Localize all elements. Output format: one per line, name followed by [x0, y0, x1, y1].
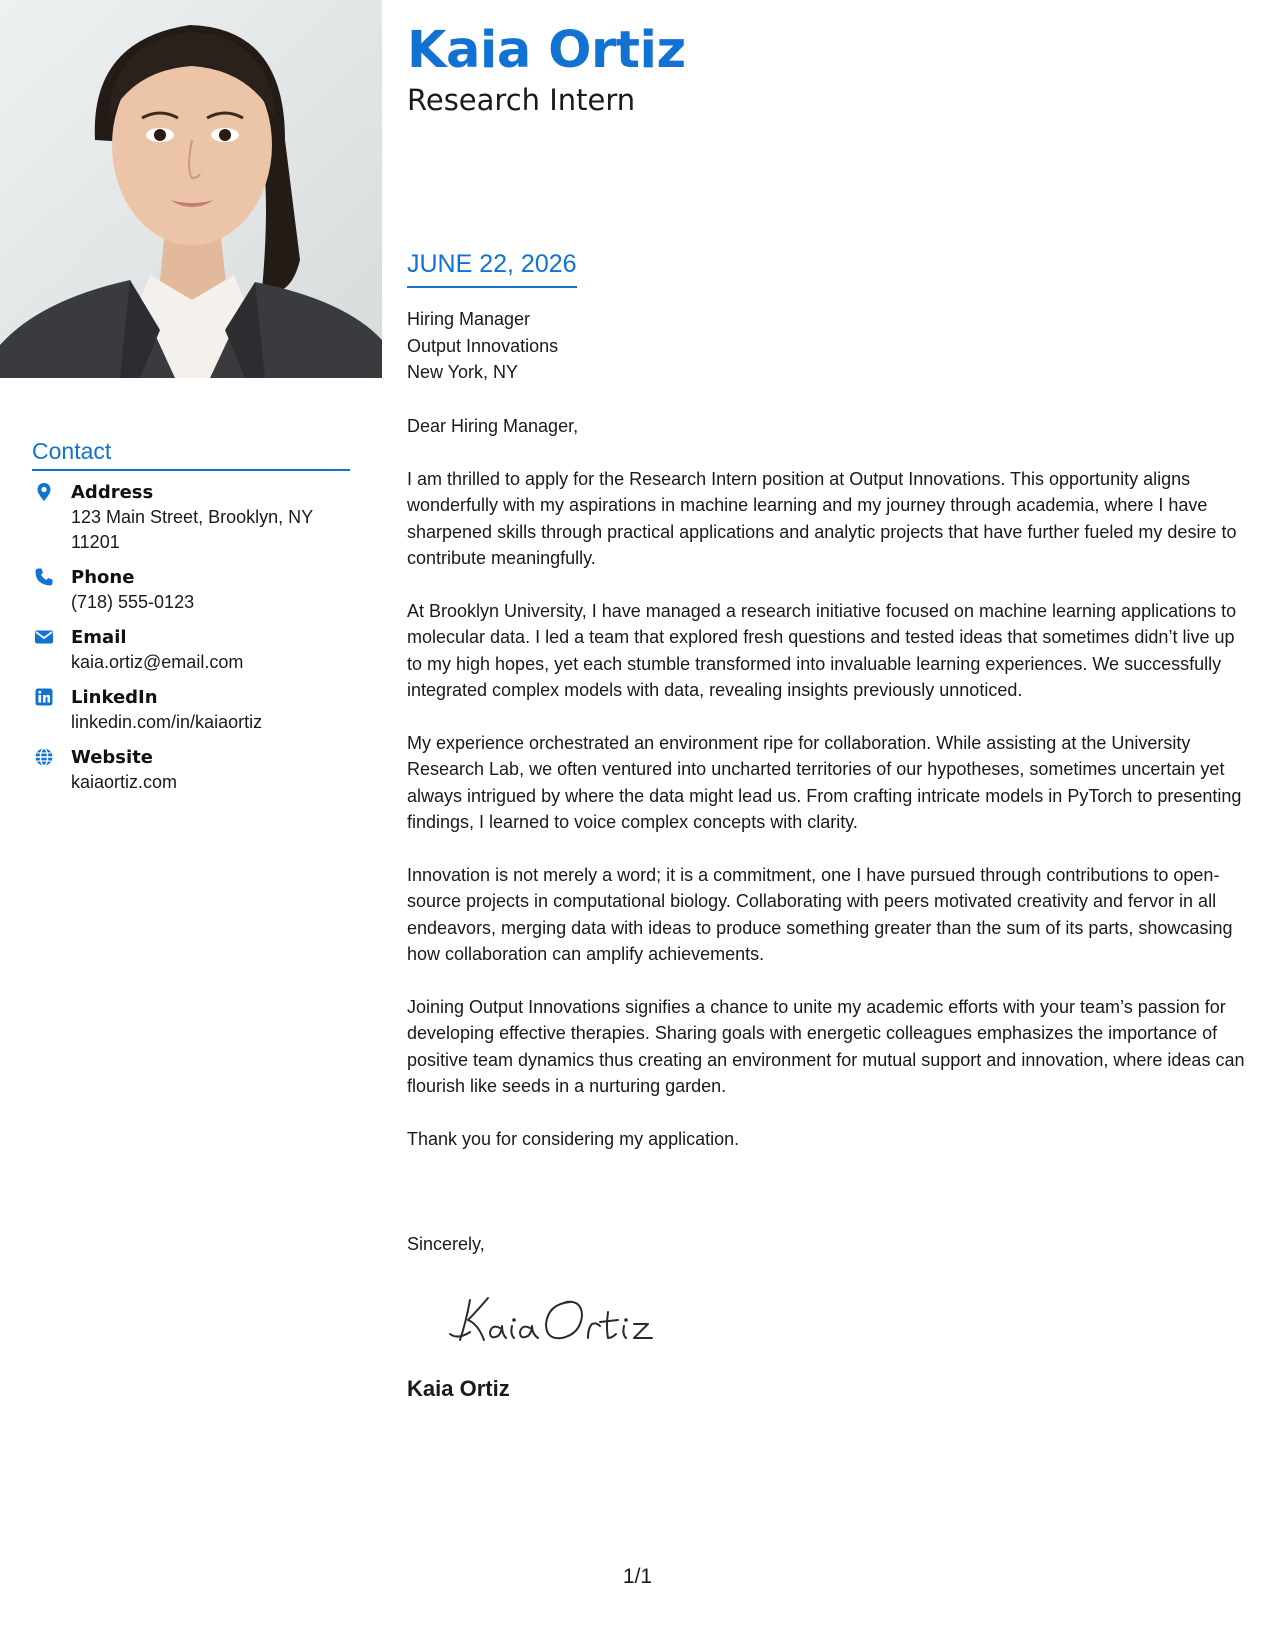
contact-email [32, 625, 352, 675]
letter-closing: Sincerely, [407, 1234, 485, 1254]
letter-paragraph: My experience orchestrated an environment ripe for collaboration. While assisting at the University Research Lab, we often ventured into uncharted territories of our hypotheses, sometimes uncertain yet always intrigued by where the data might lead us. From crafting intricate models in PyTorch to presenting findings, I learned to voice complex concepts with clarity. [407, 732, 1242, 832]
contact-list [32, 480, 352, 805]
letter-body [407, 413, 1245, 1178]
contact-value[interactable]: kaiaortiz.com [71, 772, 178, 792]
contact-value: 123 Main Street, Brooklyn, NY 11201 [71, 507, 313, 552]
phone-icon [34, 567, 54, 587]
profile-photo [0, 0, 382, 378]
handwritten-signature [448, 1282, 678, 1352]
contact-website [32, 745, 352, 795]
letter-paragraph: At Brooklyn University, I have managed a research initiative focused on machine learning applications to molecular data. I led a team that explored fresh questions and tested ideas that sometimes didn’t live up to my high hopes, yet each stumble transformed into invaluable learning experiences. We successfully integrated complex models with data, revealing insights previously unnoticed. [407, 600, 1237, 700]
recipient-title: Hiring Manager [407, 309, 531, 329]
linkedin-icon [34, 687, 54, 707]
signer-name: Kaia Ortiz [407, 1376, 510, 1401]
location-pin-icon [34, 482, 54, 502]
contact-address [32, 480, 352, 555]
letter-greeting: Dear Hiring Manager, [407, 416, 579, 436]
globe-icon [34, 747, 54, 767]
contact-heading: Contact [32, 436, 350, 471]
recipient-block [407, 306, 558, 386]
contact-label: Website [71, 747, 154, 768]
candidate-name: Kaia Ortiz [407, 21, 686, 80]
recipient-company: Output Innovations [407, 335, 559, 356]
contact-label: LinkedIn [71, 687, 158, 708]
page-number: 1/1 [622, 1565, 653, 1588]
letter-date: JUNE 22, 2026 [407, 248, 577, 288]
envelope-icon [34, 627, 54, 647]
letter-paragraph: I am thrilled to apply for the Research Intern position at Output Innovations. This opportunity aligns wonderfully with my aspirations in machine learning and my journey through academia, where I have sharpened skills through practical applications and analytic projects that have further fueled my desire to contribute meaningfully. [407, 468, 1237, 568]
letter-paragraph: Innovation is not merely a word; it is a commitment, one I have pursued through contributions to open-source projects in computational biology. Collaborating with peers motivated creativity and fervor in all endeavors, merging data with ideas to produce something greater than the sum of its parts, showcasing how collaboration can amplify achievements. [407, 864, 1233, 964]
contact-value[interactable]: kaia.ortiz@email.com [71, 652, 244, 672]
recipient-location: New York, NY [407, 362, 519, 382]
contact-label: Address [71, 482, 154, 503]
contact-value[interactable]: linkedin.com/in/kaiaortiz [71, 712, 263, 732]
contact-linkedin [32, 685, 352, 735]
contact-label: Phone [71, 567, 135, 588]
contact-label: Email [71, 627, 127, 648]
contact-value: (718) 555-0123 [71, 592, 195, 612]
letter-paragraph: Thank you for considering my application. [407, 1128, 740, 1149]
candidate-role: Research Intern [407, 83, 636, 117]
contact-phone [32, 565, 352, 615]
letter-paragraph: Joining Output Innovations signifies a chance to unite my academic efforts with your team’s passion for developing effective therapies. Sharing goals with energetic colleagues emphasizes the importance of positive team dynamics thus creating an environment for mutual support and innovation, where ideas can flourish like seeds in a nurturing garden. [407, 996, 1245, 1096]
